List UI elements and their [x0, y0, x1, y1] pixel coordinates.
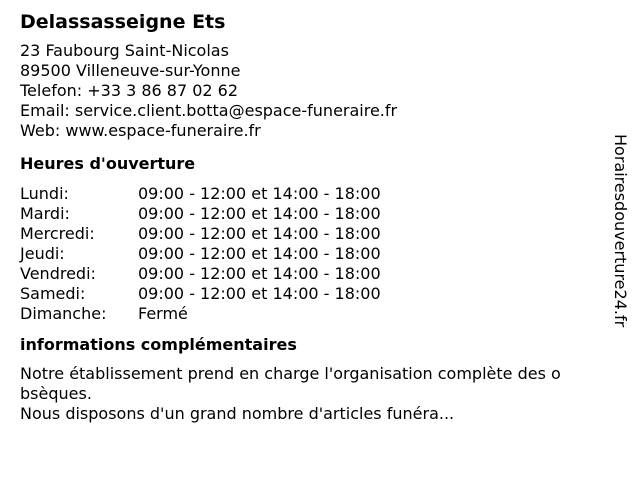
- day-label: Mardi:: [20, 204, 70, 223]
- hours-row: [20, 244, 381, 264]
- hours-row: [20, 184, 381, 204]
- address-block: [20, 41, 610, 141]
- postal-city: 89500 Villeneuve-sur-Yonne: [20, 61, 241, 80]
- hours-row: [20, 264, 381, 284]
- opening-hours-table: [20, 184, 381, 324]
- description-line: Notre établissement prend en charge l'organisation complète des o: [20, 364, 561, 383]
- description-line: bsèques.: [20, 384, 92, 403]
- hours-row: [20, 304, 381, 324]
- hours-heading: Heures d'ouverture: [20, 154, 196, 173]
- day-label: Samedi:: [20, 284, 86, 303]
- day-label: Mercredi:: [20, 224, 95, 243]
- street-address: 23 Faubourg Saint-Nicolas: [20, 41, 229, 60]
- site-watermark-text: Horairesdouverture24.fr: [611, 134, 630, 328]
- day-label: Jeudi:: [20, 244, 65, 263]
- additional-info-text: [20, 364, 610, 424]
- hours-value: 09:00 - 12:00 et 14:00 - 18:00: [138, 224, 381, 243]
- hours-value: Fermé: [138, 304, 188, 323]
- hours-row: [20, 204, 381, 224]
- site-watermark: [600, 134, 640, 354]
- hours-value: 09:00 - 12:00 et 14:00 - 18:00: [138, 244, 381, 263]
- phone-number: Telefon: +33 3 86 87 02 62: [20, 81, 239, 100]
- business-card: [20, 10, 610, 424]
- hours-row: [20, 224, 381, 244]
- day-label: Vendredi:: [20, 264, 96, 283]
- additional-info-heading: informations complémentaires: [20, 335, 297, 354]
- hours-value: 09:00 - 12:00 et 14:00 - 18:00: [138, 184, 381, 203]
- hours-value: 09:00 - 12:00 et 14:00 - 18:00: [138, 204, 381, 223]
- day-label: Lundi:: [20, 184, 69, 203]
- day-label: Dimanche:: [20, 304, 107, 323]
- hours-value: 09:00 - 12:00 et 14:00 - 18:00: [138, 264, 381, 283]
- hours-value: 09:00 - 12:00 et 14:00 - 18:00: [138, 284, 381, 303]
- description-line: Nous disposons d'un grand nombre d'articles funéra...: [20, 404, 455, 423]
- website-url: Web: www.espace-funeraire.fr: [20, 121, 261, 140]
- hours-row: [20, 284, 381, 304]
- email-address: Email: service.client.botta@espace-funeraire.fr: [20, 101, 398, 120]
- business-name: Delassasseigne Ets: [20, 11, 226, 33]
